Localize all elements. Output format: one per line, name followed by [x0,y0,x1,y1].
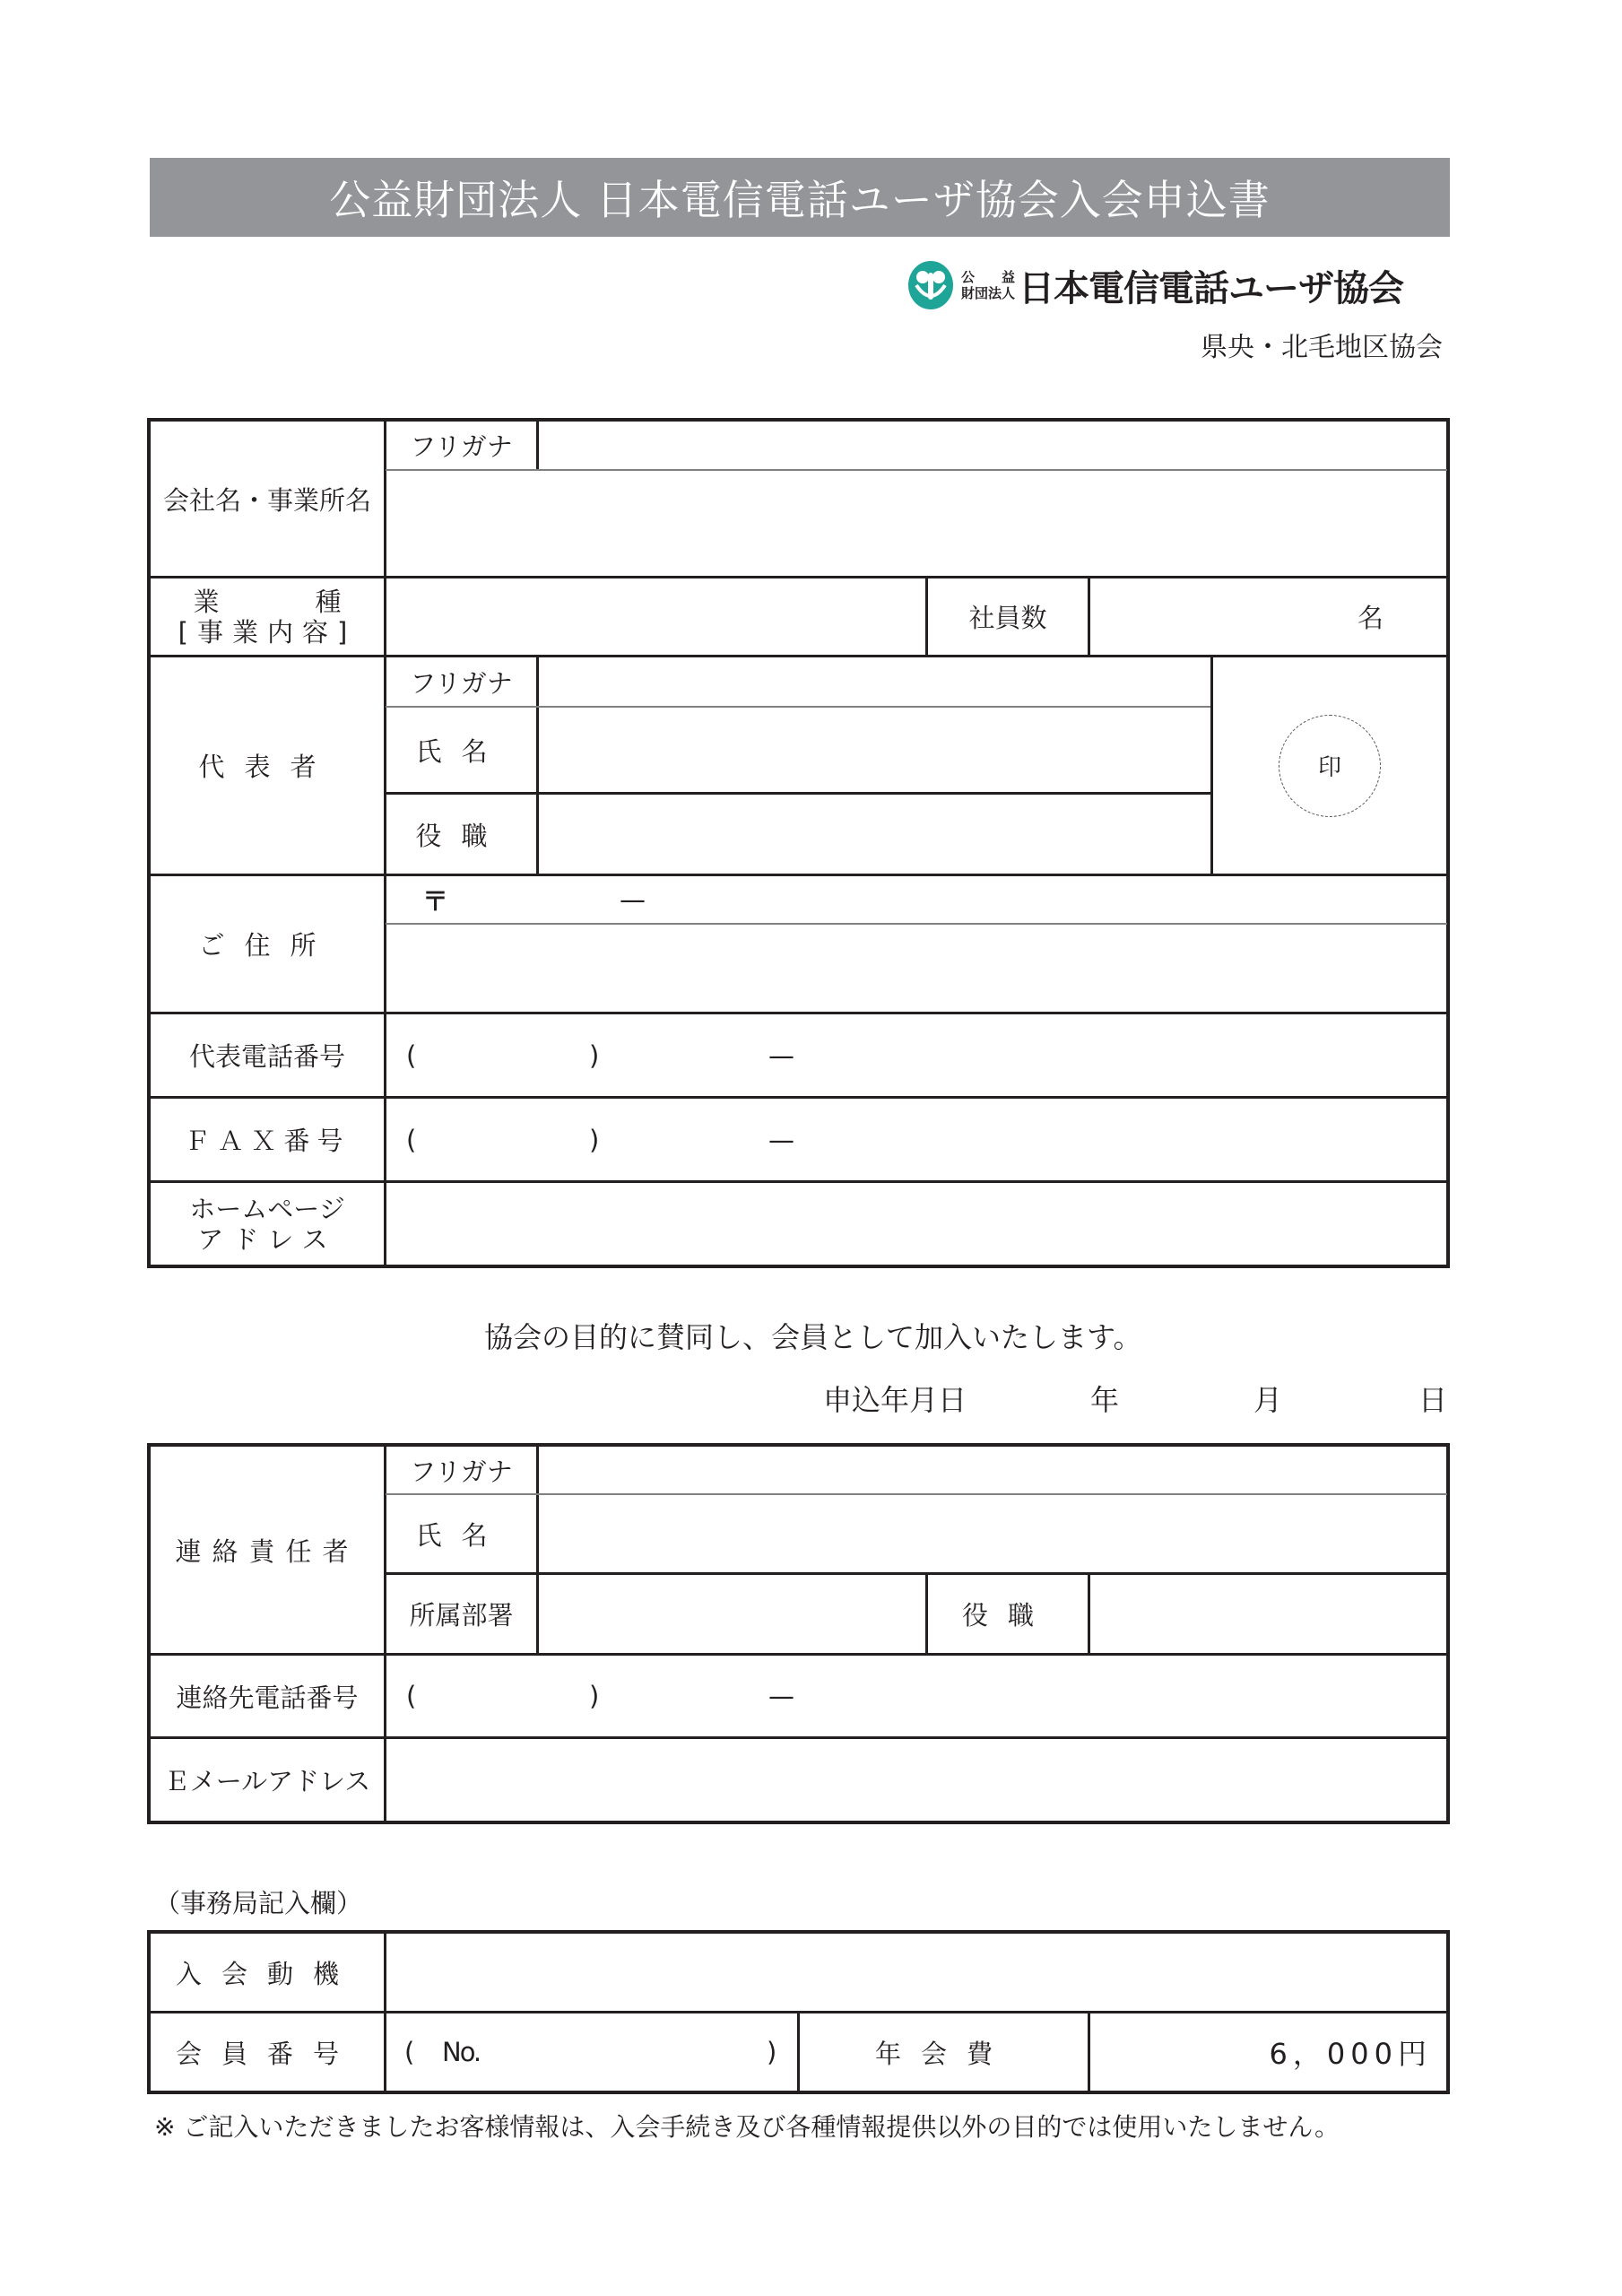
contact-name-field[interactable] [540,1496,1446,1572]
contact-person-label: 連絡責任者 [175,1535,360,1567]
contact-title-field[interactable] [1090,1575,1446,1653]
company-furigana-field[interactable] [540,422,1446,469]
phone-field[interactable] [386,1014,1446,1096]
email-field[interactable] [386,1739,1446,1821]
industry-label-subtext: [事業内容] [178,616,357,648]
annual-fee-label: 年会費 [874,2038,1012,2069]
homepage-label-line1: ホームページ [189,1193,345,1224]
member-number-label: 会員番号 [175,2038,359,2069]
fax-field[interactable] [386,1099,1446,1180]
industry-label-text: 種 [315,586,342,617]
date-day-label: 日 [1418,1383,1448,1417]
seal-label: 印 [1317,754,1341,781]
nttua-logo-icon [907,260,954,310]
postal-code-field[interactable] [386,876,1446,923]
contact-furigana-label: フリガナ [410,1456,513,1487]
logo-small-text: 益 [1002,269,1016,285]
address-label: ご住所 [198,930,336,961]
contact-department-label: 所属部署 [409,1600,514,1631]
office-use-heading: （事務局記入欄） [154,1888,363,1918]
date-year-label: 年 [1090,1383,1120,1417]
postal-mark-icon: 〒 [422,885,449,917]
contact-phone-open-paren: ( [406,1681,417,1711]
industry-field[interactable] [386,578,924,655]
member-number-prefix: No. [442,2037,481,2067]
company-name-field[interactable] [386,472,1446,576]
phone-label: 代表電話番号 [188,1041,345,1072]
contact-department-field[interactable] [540,1575,925,1653]
representative-title-field[interactable] [540,795,1210,874]
motive-field[interactable] [386,1934,1446,2011]
member-number-open-paren: ( [404,2037,415,2067]
seal-area[interactable] [1213,657,1446,874]
company-furigana-label: フリガナ [410,431,513,462]
logo-small-text: 公 [961,269,976,285]
application-date-label: 申込年月日 [823,1383,967,1417]
member-number-close-paren: ) [767,2037,777,2067]
fax-label: ＦＡＸ番号 [184,1126,351,1156]
contact-title-label: 役職 [961,1600,1054,1631]
date-month-label: 月 [1253,1383,1283,1417]
industry-label [151,578,384,655]
contact-name-label: 氏名 [415,1520,507,1551]
company-name-label: 会社名・事業所名 [162,484,371,516]
representative-title-label: 役職 [415,820,507,851]
logo-small-text: 財団法人 [961,285,1016,301]
homepage-field[interactable] [386,1183,1446,1265]
motive-label: 入会動機 [175,1958,359,1989]
annual-fee-value: 6，000円 [1269,2037,1432,2071]
contact-phone-label: 連絡先電話番号 [176,1682,359,1713]
organization-logo [907,260,1403,310]
employees-field[interactable] [1090,578,1446,655]
address-field[interactable] [386,926,1446,1012]
contact-phone-close-paren: ) [589,1681,600,1711]
member-number-field[interactable] [386,2013,797,2091]
fax-close-paren: ) [589,1124,600,1155]
logo-name: 日本電信電話ユーザ協会 [1019,267,1404,309]
contact-furigana-field[interactable] [540,1447,1446,1493]
agreement-statement: 協会の目的に賛同し、会員として加入いたします。 [484,1320,1142,1354]
fax-dash: — [768,1124,794,1155]
contact-phone-dash: — [768,1681,794,1711]
privacy-footnote: ※ ご記入いただきましたお客様情報は、入会手続き及び各種情報提供以外の目的では使用いたしません。 [154,2112,1340,2142]
representative-name-field[interactable] [540,708,1210,792]
employees-unit: 名 [1357,603,1383,633]
phone-open-paren: ( [406,1039,417,1071]
seal-circle-icon [1279,715,1381,817]
form-title-bar [150,158,1450,237]
fax-open-paren: ( [406,1124,417,1155]
homepage-label [151,1183,384,1265]
representative-name-label: 氏名 [415,735,507,767]
phone-dash: — [768,1039,794,1071]
industry-label-text: 業 [193,586,220,617]
homepage-label-line2: アドレス [197,1223,337,1255]
phone-close-paren: ) [589,1039,600,1071]
representative-furigana-field[interactable] [540,657,1210,706]
form-title: 公益財団法人 日本電信電話ユーザ協会入会申込書 [329,176,1271,224]
regional-association: 県央・北毛地区協会 [1201,332,1443,363]
representative-furigana-label: フリガナ [410,667,513,699]
employees-label: 社員数 [968,603,1047,633]
logo-corporate-type [961,269,1015,301]
representative-label: 代表者 [198,752,336,782]
postal-dash: — [620,884,646,915]
contact-phone-field[interactable] [386,1656,1446,1736]
email-label: Ｅメールアドレス [163,1766,371,1796]
